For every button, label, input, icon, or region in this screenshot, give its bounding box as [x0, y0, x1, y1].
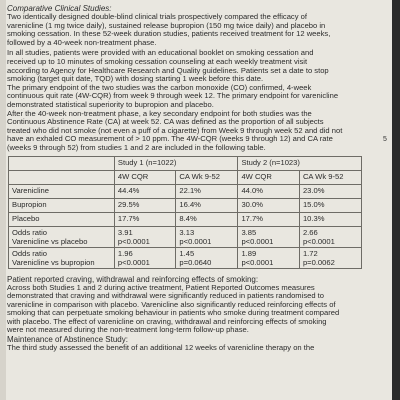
- table-row: [9, 226, 362, 247]
- table-cell: 10.3%: [299, 212, 361, 226]
- table-row: [9, 247, 362, 268]
- text-line: received up to 10 minutes of smoking cessation counseling at each weekly treatment visit: [7, 56, 308, 66]
- table-corner-cell: [9, 170, 115, 184]
- odds-value: 3.13: [179, 227, 195, 237]
- p-value: p<0.0001: [302, 236, 335, 246]
- table-cell: [238, 226, 300, 247]
- table-cell: [114, 226, 176, 247]
- p-value: p<0.0001: [117, 257, 150, 267]
- table-row: [9, 184, 362, 198]
- text-line: varenicline (1 mg twice daily), sustained release bupropion (150 mg twice daily) and placebo in: [7, 20, 326, 30]
- row-label: Varenicline: [9, 184, 115, 198]
- paragraph-2: [7, 49, 379, 152]
- row-label-line: Varenicline vs bupropion: [12, 257, 95, 267]
- text-line: have an exhaled CO measurement of > 10 ppm. The 4W-CQR (weeks 9 through 12) and CA rate: [7, 134, 333, 144]
- text-line: The primary endpoint of the two studies was the carbon monoxide (CO) confirmed, 4-week: [7, 82, 312, 92]
- table-cell: 17.7%: [238, 212, 300, 226]
- table-subheader-row: [9, 170, 362, 184]
- table-subheader-cell: CA Wk 9-52: [299, 170, 361, 184]
- table-cell: 44.4%: [114, 184, 176, 198]
- paragraph-1: [7, 13, 379, 47]
- text-line: In all studies, patients were provided with an educational booklet on smoking cessation and: [7, 48, 314, 58]
- table-cell: [238, 247, 300, 268]
- p-value: p=0.0640: [179, 257, 212, 267]
- table-cell: [299, 247, 361, 268]
- table-cell: [176, 247, 238, 268]
- text-line: were not measured during the non-treatment long-term follow-up phase.: [7, 325, 249, 335]
- odds-value: 2.66: [302, 227, 318, 237]
- page-edge: [0, 0, 6, 400]
- text-line: Two identically designed double-blind clinical trials prospectively compared the efficacy of: [7, 12, 307, 21]
- text-line: continuous quit rate (4W-CQR) from week 9 through week 12. The primary endpoint for varenicline: [7, 91, 339, 101]
- table-cell: 44.0%: [238, 184, 300, 198]
- table-header-study-1: Study 1 (n=1022): [114, 156, 238, 170]
- odds-value: 1.45: [179, 248, 195, 258]
- table-cell: 16.4%: [176, 198, 238, 212]
- text-line: treated who did not smoke (not even a puff of a cigarette) from Week 9 through week 52 and did not: [7, 125, 343, 135]
- table-cell: 23.0%: [299, 184, 361, 198]
- odds-value: 3.91: [117, 227, 133, 237]
- row-label: [9, 247, 115, 268]
- row-label: Placebo: [9, 212, 115, 226]
- text-line: demonstrated that craving and withdrawal were significantly reduced in patients randomised to: [7, 291, 325, 301]
- odds-value: 3.85: [241, 227, 257, 237]
- section-title: Comparative Clinical Studies:: [7, 4, 112, 13]
- text-line: smoking that can perpetuate smoking behaviour in patients who smoke during treatment compared: [7, 308, 340, 318]
- p-value: p<0.0001: [241, 257, 274, 267]
- p-value: p<0.0001: [117, 236, 150, 246]
- text-line: smoking (target quit date, TQD) with dosing starting 1 week before this date.: [7, 74, 264, 84]
- table-subheader-cell: 4W CQR: [114, 170, 176, 184]
- odds-value: 1.72: [302, 248, 318, 258]
- text-line: Continuous Abstinence Rate (CA) at week 52. CA was defined as the proportion of all subjects: [7, 117, 324, 127]
- table-row: [9, 212, 362, 226]
- text-line: followed by a 40-week non-treatment phase.: [7, 37, 157, 47]
- table-header-row: [9, 156, 362, 170]
- table-cell: [299, 226, 361, 247]
- text-line: Across both Studies 1 and 2 during active treatment, Patient Reported Outcomes measures: [7, 282, 315, 292]
- page-content: [7, 4, 379, 353]
- p-value: p=0.0062: [302, 257, 335, 267]
- text-line: After the 40-week non-treatment phase, a key secondary endpoint for both studies was the: [7, 108, 312, 118]
- table-cell: 30.0%: [238, 198, 300, 212]
- section-title: Maintenance of Abstinence Study:: [7, 335, 128, 345]
- p-value: p<0.0001: [241, 236, 274, 246]
- table-subheader-cell: 4W CQR: [238, 170, 300, 184]
- margin-mark: 5: [383, 136, 387, 143]
- results-table: [8, 156, 362, 269]
- odds-value: 1.96: [117, 248, 133, 258]
- table-corner-cell: [9, 156, 115, 170]
- odds-value: 1.89: [241, 248, 257, 258]
- table-header-study-2: Study 2 (n=1023): [238, 156, 362, 170]
- row-label-line: Odds ratio: [12, 227, 48, 237]
- row-label: Bupropion: [9, 198, 115, 212]
- row-label-line: Odds ratio: [12, 248, 48, 258]
- text-line: smoking cessation. In these 52-week duration studies, patients received treatment for 12 weeks,: [7, 29, 331, 39]
- text-line: with placebo. The effect of varenicline on craving, withdrawal and reinforcing effects of smoking: [7, 316, 327, 326]
- p-value: p<0.0001: [179, 236, 212, 246]
- row-label-line: Varenicline vs placebo: [12, 236, 88, 246]
- table-cell: 8.4%: [176, 212, 238, 226]
- table-subheader-cell: CA Wk 9-52: [176, 170, 238, 184]
- table-row: [9, 198, 362, 212]
- text-line: (weeks 9 through 52) from studies 1 and 2 are included in the following table.: [7, 142, 266, 152]
- text-line: demonstrated statistical superiority to bupropion and placebo.: [7, 99, 214, 109]
- table-cell: [176, 226, 238, 247]
- table-cell: 15.0%: [299, 198, 361, 212]
- table-cell: 17.7%: [114, 212, 176, 226]
- text-line: varenicline in comparison with placebo. Varenicline also significantly reduced reinforcing effects of: [7, 299, 336, 309]
- text-line: according to Agency for Healthcare Research and Quality guidelines. Patients set a date to stop: [7, 65, 329, 75]
- table-cell: [114, 247, 176, 268]
- section-title: Patient reported craving, withdrawal and reinforcing effects of smoking:: [7, 274, 259, 284]
- text-line: The third study assessed the benefit of an additional 12 weeks of varenicline therapy on the: [7, 343, 315, 353]
- table-cell: 29.5%: [114, 198, 176, 212]
- paragraph-3: [7, 284, 379, 336]
- table-cell: 22.1%: [176, 184, 238, 198]
- row-label: [9, 226, 115, 247]
